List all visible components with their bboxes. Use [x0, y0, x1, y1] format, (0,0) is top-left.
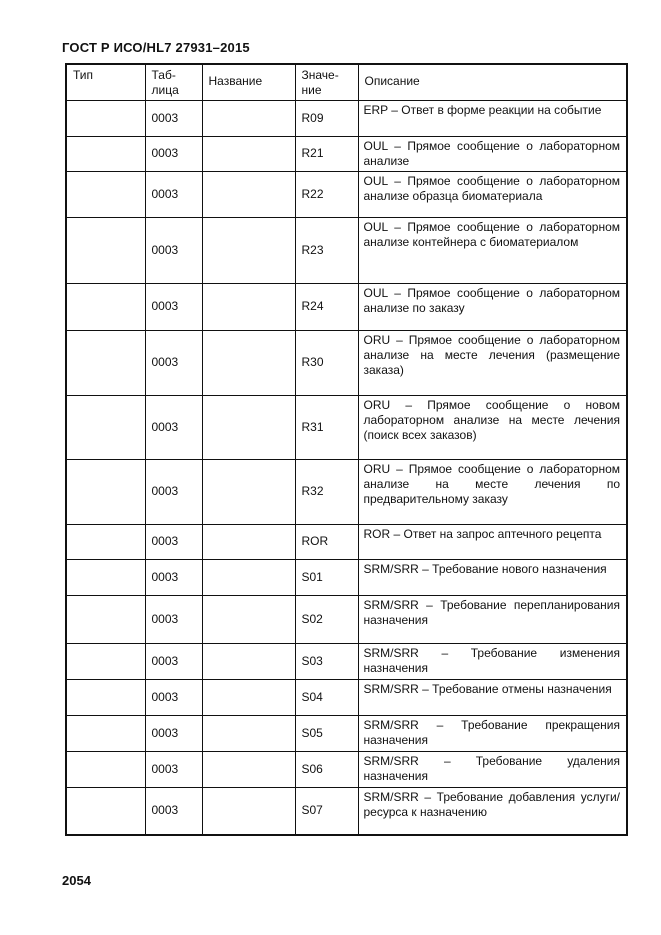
cell-type: [66, 100, 145, 136]
column-header-name: Название: [202, 64, 295, 100]
cell-table: 0003: [145, 751, 202, 787]
cell-description: SRM/SRR – Требование отмены назначения: [358, 679, 627, 715]
cell-value: S01: [295, 559, 358, 595]
cell-value: S04: [295, 679, 358, 715]
cell-value: S03: [295, 643, 358, 679]
cell-type: [66, 217, 145, 283]
cell-type: [66, 643, 145, 679]
cell-name: [202, 100, 295, 136]
cell-description: OUL – Прямое сообщение о лабораторном анализе образца биоматериала: [358, 171, 627, 217]
cell-description: ORU – Прямое сообщение о лабораторном анализе на месте лечения по предварительному заказу: [358, 459, 627, 524]
table-row: [66, 459, 627, 524]
cell-value: S06: [295, 751, 358, 787]
table-row: [66, 136, 627, 171]
table-row: [66, 395, 627, 459]
cell-name: [202, 217, 295, 283]
table-row: [66, 283, 627, 330]
cell-name: [202, 595, 295, 643]
cell-table: 0003: [145, 679, 202, 715]
cell-name: [202, 136, 295, 171]
cell-name: [202, 330, 295, 395]
cell-table: 0003: [145, 283, 202, 330]
cell-name: [202, 787, 295, 835]
cell-table: 0003: [145, 595, 202, 643]
cell-name: [202, 171, 295, 217]
cell-value: S02: [295, 595, 358, 643]
cell-name: [202, 643, 295, 679]
cell-value: R21: [295, 136, 358, 171]
cell-type: [66, 136, 145, 171]
table-row: [66, 715, 627, 751]
cell-description: SRM/SRR – Требование удаления назначения: [358, 751, 627, 787]
cell-name: [202, 459, 295, 524]
column-header-type: Тип: [66, 64, 145, 100]
cell-value: R22: [295, 171, 358, 217]
cell-description: SRM/SRR – Требование изменения назначения: [358, 643, 627, 679]
cell-name: [202, 283, 295, 330]
cell-table: 0003: [145, 559, 202, 595]
table-row: [66, 330, 627, 395]
cell-table: 0003: [145, 395, 202, 459]
cell-table: 0003: [145, 217, 202, 283]
cell-table: 0003: [145, 524, 202, 559]
cell-description: OUL – Прямое сообщение о лабораторном анализе по заказу: [358, 283, 627, 330]
cell-type: [66, 283, 145, 330]
table-header-row: [66, 64, 627, 100]
cell-table: 0003: [145, 643, 202, 679]
cell-type: [66, 787, 145, 835]
cell-description: ROR – Ответ на запрос аптечного рецепта: [358, 524, 627, 559]
table-row: [66, 171, 627, 217]
cell-table: 0003: [145, 100, 202, 136]
table-row: [66, 217, 627, 283]
cell-name: [202, 559, 295, 595]
cell-table: 0003: [145, 171, 202, 217]
cell-value: R30: [295, 330, 358, 395]
document-header: ГОСТ Р ИСО/HL7 27931–2015: [62, 40, 250, 55]
cell-description: OUL – Прямое сообщение о лабораторном анализе контейнера с биоматериалом: [358, 217, 627, 283]
cell-type: [66, 171, 145, 217]
column-header-description: Описание: [358, 64, 627, 100]
cell-value: S07: [295, 787, 358, 835]
column-header-table: Таб- лица: [145, 64, 202, 100]
cell-type: [66, 559, 145, 595]
cell-value: ROR: [295, 524, 358, 559]
table-row: [66, 559, 627, 595]
cell-description: SRM/SRR – Требование прекращения назначения: [358, 715, 627, 751]
cell-table: 0003: [145, 330, 202, 395]
cell-value: R24: [295, 283, 358, 330]
message-type-table: [65, 63, 628, 836]
cell-table: 0003: [145, 787, 202, 835]
table-row: [66, 787, 627, 835]
table-row: [66, 524, 627, 559]
cell-description: ORU – Прямое сообщение о новом лабораторном анализе на месте лечения (поиск всех заказов): [358, 395, 627, 459]
cell-type: [66, 330, 145, 395]
cell-type: [66, 595, 145, 643]
cell-name: [202, 395, 295, 459]
cell-type: [66, 679, 145, 715]
page-number: 2054: [62, 873, 91, 888]
cell-name: [202, 679, 295, 715]
cell-type: [66, 751, 145, 787]
cell-name: [202, 524, 295, 559]
cell-description: SRM/SRR – Требование нового назначения: [358, 559, 627, 595]
cell-value: R31: [295, 395, 358, 459]
table-row: [66, 751, 627, 787]
table-row: [66, 100, 627, 136]
cell-value: R23: [295, 217, 358, 283]
cell-type: [66, 395, 145, 459]
cell-table: 0003: [145, 715, 202, 751]
cell-table: 0003: [145, 459, 202, 524]
cell-description: ERP – Ответ в форме реакции на событие: [358, 100, 627, 136]
table-row: [66, 595, 627, 643]
table-row: [66, 679, 627, 715]
cell-type: [66, 524, 145, 559]
cell-value: S05: [295, 715, 358, 751]
column-header-value: Значе- ние: [295, 64, 358, 100]
cell-table: 0003: [145, 136, 202, 171]
cell-name: [202, 751, 295, 787]
cell-type: [66, 459, 145, 524]
cell-description: SRM/SRR – Требование перепланирования назначения: [358, 595, 627, 643]
cell-value: R32: [295, 459, 358, 524]
cell-name: [202, 715, 295, 751]
cell-description: SRM/SRR – Требование добавления услуги/ресурса к назначению: [358, 787, 627, 835]
cell-value: R09: [295, 100, 358, 136]
cell-description: ORU – Прямое сообщение о лабораторном анализе на месте лечения (размещение заказа): [358, 330, 627, 395]
cell-type: [66, 715, 145, 751]
table-row: [66, 643, 627, 679]
cell-description: OUL – Прямое сообщение о лабораторном анализе: [358, 136, 627, 171]
